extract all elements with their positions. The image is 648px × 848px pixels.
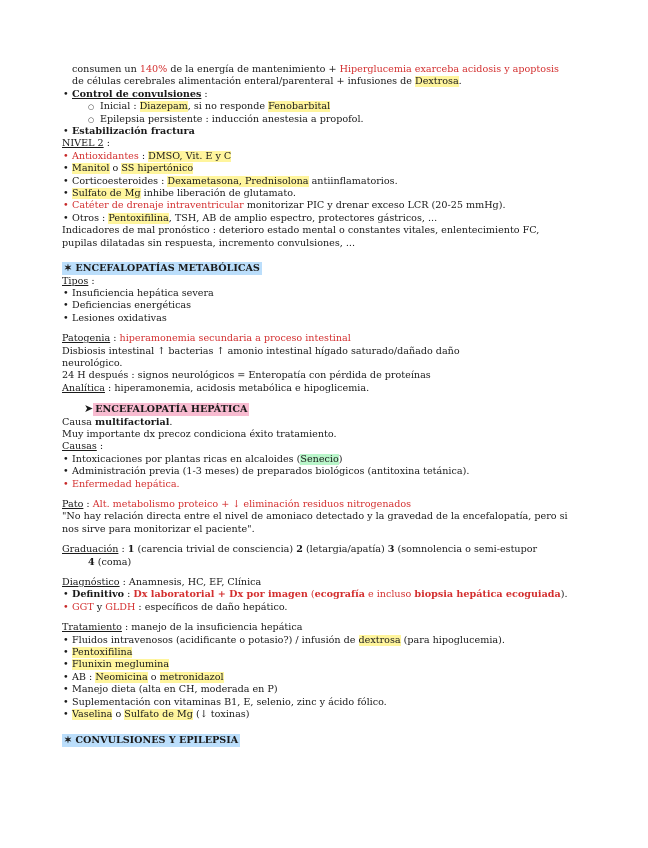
text: de la energía de mantenimiento + [167, 64, 340, 75]
red-term: Enfermedad hepática. [72, 478, 180, 490]
bold-term: Definitivo [72, 589, 125, 601]
text: Manejo dieta (alta en CH, moderada en P) [72, 684, 278, 696]
grade-number: 1 [127, 544, 135, 556]
quote-text: "No hay relación directa entre el nivel de amoniaco detectado y la gravedad de la encefalopatía, pero si nos sirve para monitorizar el paciente". [62, 511, 568, 535]
text: Muy importante dx precoz condiciona éxito tratamiento. [62, 428, 337, 440]
section-heading [62, 734, 622, 747]
spacer [62, 536, 622, 544]
subsection-title: ENCEFALOPATÍA HEPÁTICA [95, 404, 248, 416]
text: : [201, 88, 208, 100]
text-line [62, 76, 622, 88]
list-item [62, 602, 622, 614]
list-item [62, 200, 622, 212]
list-item [62, 466, 622, 478]
text: : [118, 544, 128, 556]
text-line [62, 346, 622, 358]
text: Otros : [72, 212, 109, 224]
red-text: ( [307, 589, 315, 601]
spacer [62, 491, 622, 499]
label: Analítica [62, 382, 105, 394]
highlight: Sulfato de Mg [72, 188, 141, 200]
text: o [112, 709, 125, 721]
label: Causas [62, 441, 97, 453]
highlight: SS hipertónico [121, 163, 194, 175]
label: Pato [62, 499, 84, 510]
text: : hiperamonemia, acidosis metabólica e hipoglicemia. [104, 382, 370, 394]
text: ). [560, 589, 568, 601]
list-item [62, 479, 622, 491]
spacer [62, 250, 622, 262]
text: o [109, 163, 122, 175]
text-line [62, 64, 622, 76]
spacer [62, 325, 622, 333]
text: alimentación enteral/parenteral + infusiones de [175, 76, 416, 88]
text: Corticoesteroides : [72, 175, 168, 187]
text: , TSH, AB de amplio espectro, protectores gástricos, ... [168, 212, 438, 224]
text: (para hipoglucemia). [400, 634, 505, 646]
highlight: Diazepam [139, 101, 188, 113]
text-line [62, 225, 622, 237]
text-line [62, 417, 622, 429]
highlight: Dexametasona, Prednisolona [167, 175, 309, 187]
label: Graduación [62, 544, 119, 556]
text: : manejo de la insuficiencia hepática [121, 622, 303, 634]
spacer [62, 722, 622, 734]
text: . [169, 416, 173, 428]
red-note: Alt. metabolismo proteico + ↓ eliminación residuos nitrogenados [92, 499, 412, 510]
highlight: Sulfato de Mg [124, 709, 193, 721]
text: : [103, 138, 110, 150]
list-item [62, 300, 622, 312]
text-line [62, 358, 622, 370]
list-item [62, 313, 622, 325]
highlight: DMSO, Vit. E y C [148, 150, 232, 162]
spacer [62, 614, 622, 622]
text: Indicadores de mal pronóstico : deterioro estado mental o constantes vitales, enlentecimiento FC, [62, 225, 540, 237]
percent-value: 140% [139, 64, 168, 75]
label: Diagnóstico [62, 577, 120, 589]
text: , si no responde [187, 101, 266, 113]
text: o [147, 671, 160, 683]
text: Suplementación con vitaminas B1, E, selenio, zinc y ácido fólico. [72, 696, 387, 708]
list-item [62, 213, 622, 225]
list-item [62, 697, 622, 709]
list-item [62, 163, 622, 175]
red-term: Antioxidantes [72, 150, 139, 162]
text: Fluidos intravenosos (acidificante o potasio?) / infusión de [72, 634, 359, 646]
highlight: Vaselina [72, 709, 113, 721]
highlight: dextrosa [358, 634, 401, 646]
text-line [62, 441, 622, 453]
highlight: Pentoxifilina [108, 212, 169, 224]
text: y [93, 601, 106, 613]
text: : [110, 333, 120, 345]
text-line [62, 238, 622, 250]
red-bold: Dx laboratorial + Dx por imagen [133, 589, 308, 601]
text-line [62, 383, 622, 395]
text: Inicial : [100, 101, 140, 113]
subheading: Control de convulsiones [72, 88, 202, 100]
text: inhibe liberación de glutamato. [140, 188, 296, 200]
text: pupilas dilatadas sin respuesta, incremento convulsiones, ... [62, 237, 356, 249]
sub-list-item [62, 101, 622, 113]
label: Tipos [62, 275, 89, 287]
text: (coma) [94, 556, 132, 568]
red-text: e incluso [364, 589, 415, 601]
text: ) [338, 453, 343, 465]
text: 24 H después : signos neurológicos = Enteropatía con pérdida de proteínas [62, 370, 431, 382]
text-line [62, 370, 622, 382]
list-item [62, 684, 622, 696]
list-item [62, 589, 622, 601]
section-title: ✶ CONVULSIONES Y EPILEPSIA [64, 734, 239, 746]
text-line [62, 577, 622, 589]
text: : [138, 150, 149, 162]
section-heading [62, 262, 622, 275]
text: Administración previa (1-3 meses) de preparados biológicos (antitoxina tetánica). [72, 466, 470, 478]
text: AB : [72, 671, 96, 683]
text: (carencia trivial de consciencia) [134, 544, 294, 556]
text: neurológico. [62, 357, 123, 369]
red-bold: biopsia hepática ecoguiada [414, 589, 561, 601]
green-highlight: Senecio [300, 453, 339, 465]
grade-number: 3 [387, 544, 395, 556]
text-line [62, 544, 622, 556]
text: : [96, 441, 104, 453]
text-line [62, 138, 622, 150]
label: Tratamiento [62, 622, 122, 634]
text: (letargia/apatía) [302, 544, 385, 556]
spacer [62, 395, 622, 403]
highlight: Manitol [72, 163, 110, 175]
text: Intoxicaciones por plantas ricas en alcaloides ( [72, 453, 301, 465]
text-line [62, 622, 622, 634]
grade-number: 2 [296, 544, 303, 556]
text: (somnolencia o semi-estupor [394, 544, 538, 556]
highlight: metronidazol [159, 671, 224, 683]
text: consumen un [72, 64, 140, 75]
highlight: Fenobarbital [268, 101, 331, 113]
list-item [62, 151, 622, 163]
text: monitorizar PIC y drenar exceso LCR (20-25 mmHg). [243, 200, 506, 212]
text: Lesiones oxidativas [72, 312, 167, 324]
text-line [62, 333, 622, 345]
list-item [62, 288, 622, 300]
document-page [62, 64, 622, 747]
section-title: ✶ ENCEFALOPATÍAS METABÓLICAS [64, 263, 260, 275]
subheading: Estabilización fractura [72, 126, 195, 138]
red-term: Catéter de drenaje intraventricular [72, 200, 244, 212]
text-line [62, 429, 622, 441]
list-item [62, 647, 622, 659]
highlight: Neomicina [95, 671, 148, 683]
text-line [62, 276, 622, 288]
red-note: Hiperglucemia exarceba acidosis y apoptosis [339, 64, 559, 75]
text: : [124, 589, 134, 601]
list-item [62, 672, 622, 684]
arrowhead-icon: ➤ [84, 402, 94, 416]
text: Disbiosis intestinal ↑ bacterias ↑ amonio intestinal hígado saturado/dañado daño [62, 345, 460, 357]
text-line [62, 499, 622, 511]
highlight: Flunixin meglumina [72, 659, 170, 671]
list-item [62, 454, 622, 466]
level-title: NIVEL 2 [62, 138, 104, 150]
list-item [62, 89, 622, 101]
highlight: Pentoxifilina [72, 647, 133, 659]
text: : específicos de daño hepático. [135, 601, 288, 613]
text-line [62, 557, 622, 569]
text: de células cerebrales [72, 76, 176, 88]
highlight: Dextrosa [415, 76, 459, 88]
bold-term: multifactorial [94, 416, 170, 428]
red-note: hiperamonemia secundaria a proceso intestinal [119, 333, 351, 345]
grade-number: 4 [88, 556, 95, 568]
list-item [62, 709, 622, 721]
text: Causa [62, 416, 95, 428]
text: Insuficiencia hepática severa [72, 287, 214, 299]
list-item [62, 635, 622, 647]
list-item [62, 176, 622, 188]
text: Deficiencias energéticas [72, 300, 192, 312]
text: (↓ toxinas) [192, 709, 250, 721]
red-bold: ecografía [314, 589, 365, 601]
text: : Anamnesis, HC, EF, Clínica [119, 577, 262, 589]
text: : [88, 275, 95, 287]
list-item [62, 659, 622, 671]
text: Epilepsia persistente : inducción anestesia a propofol. [100, 113, 364, 125]
sub-list-item [62, 114, 622, 126]
text: . [458, 76, 462, 88]
text: antiinflamatorios. [308, 175, 398, 187]
red-term: GGT [72, 601, 94, 613]
spacer [62, 569, 622, 577]
list-item [62, 188, 622, 200]
label: Patogenia [62, 333, 111, 345]
list-item [62, 126, 622, 138]
red-term: GLDH [105, 601, 136, 613]
quote [62, 511, 582, 536]
subsection-heading [62, 403, 622, 416]
text: : [83, 499, 93, 510]
